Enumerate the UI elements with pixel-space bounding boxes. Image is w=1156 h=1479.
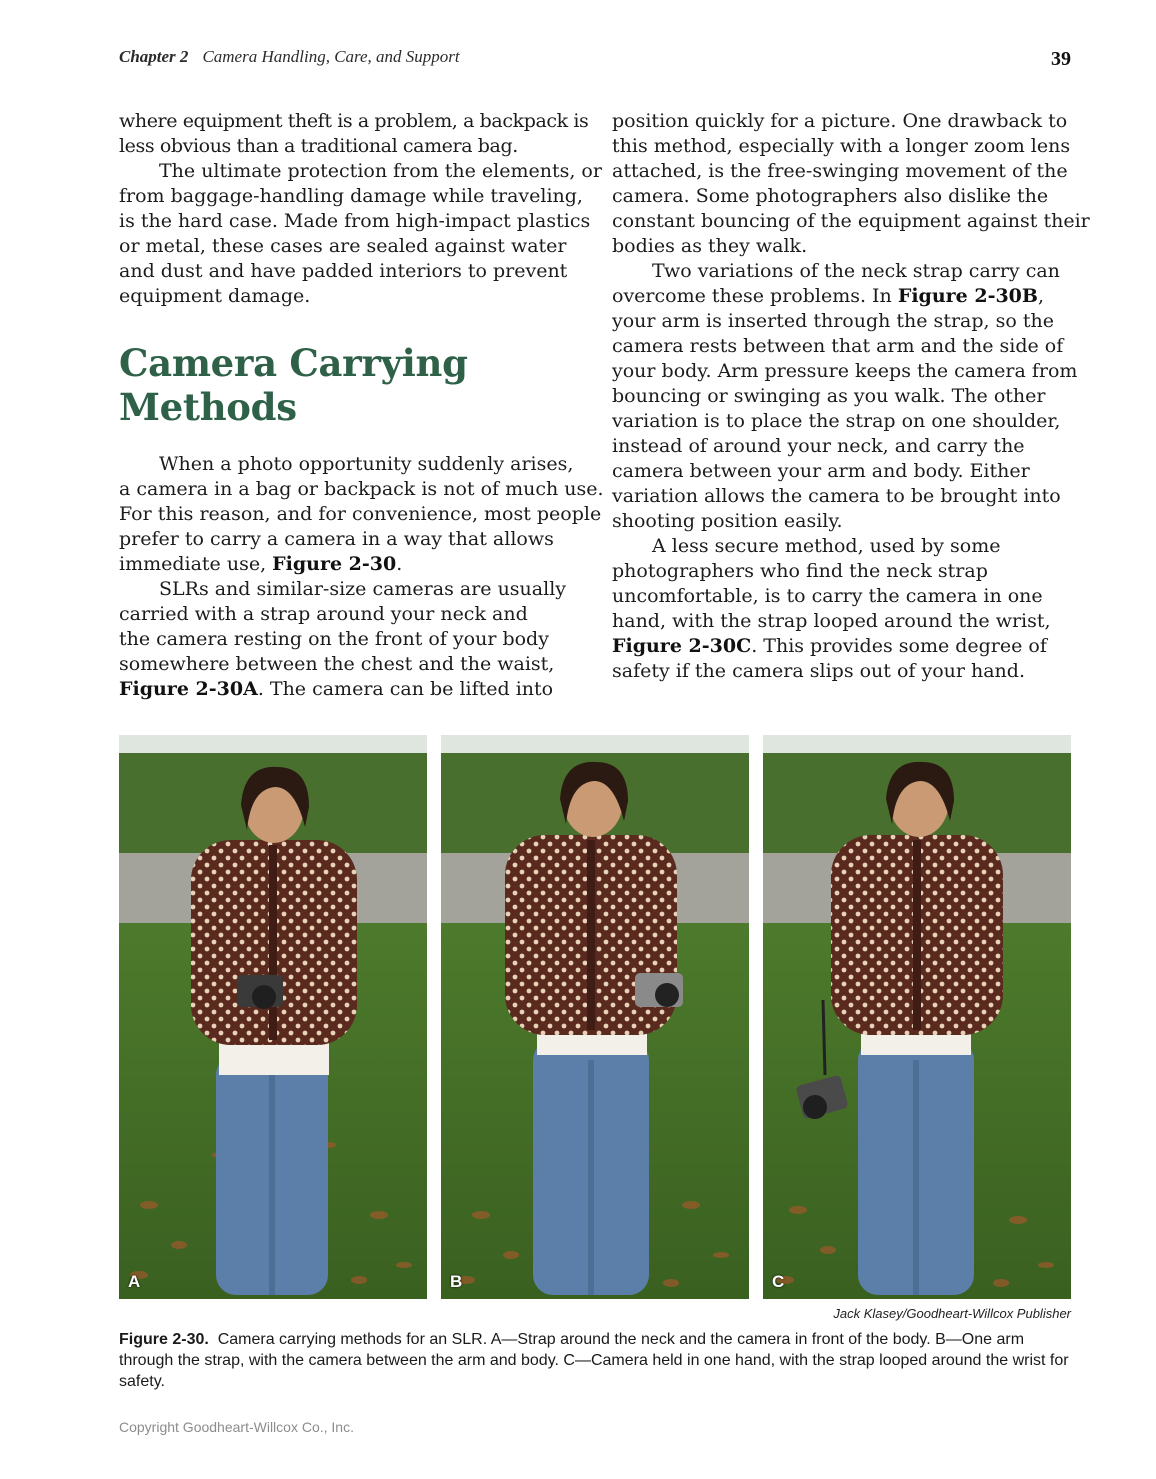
text-fragment: overcome these problems. In xyxy=(612,285,898,307)
text-line: safety if the camera slips out of your hand. xyxy=(612,660,1025,682)
text-fragment: . This provides some degree of xyxy=(751,635,1047,657)
figure-caption xyxy=(119,1329,1074,1392)
text-line: from baggage-handling damage while traveling, xyxy=(119,185,583,207)
photo-c xyxy=(763,735,1071,1299)
text-line: uncomfortable, is to carry the camera in one xyxy=(612,585,1043,607)
text-line: bodies as they walk. xyxy=(612,235,808,257)
text-line: camera rests between that arm and the side of xyxy=(612,335,1064,357)
panel-label: A xyxy=(128,1272,141,1291)
figure-2-30 xyxy=(119,735,1071,1299)
paragraph xyxy=(612,259,1078,534)
figure-reference: Figure 2-30B xyxy=(897,285,1038,307)
right-column xyxy=(612,109,1090,684)
text-line xyxy=(612,634,1074,659)
text-line: and dust and have padded interiors to prevent xyxy=(119,260,568,282)
text-line: position quickly for a picture. One drawback to xyxy=(612,110,1068,132)
text-line: the camera resting on the front of your body xyxy=(119,628,549,650)
text-line: is the hard case. Made from high-impact plastics xyxy=(119,210,591,232)
text-line: variation allows the camera to be brought into xyxy=(612,485,1061,507)
text-fragment: . xyxy=(396,553,403,575)
copyright-footer: Copyright Goodheart-Willcox Co., Inc. xyxy=(119,1419,354,1435)
text-line: When a photo opportunity suddenly arises, xyxy=(159,453,574,475)
text-line: carried with a strap around your neck and xyxy=(119,603,528,625)
photo-a xyxy=(119,735,427,1299)
text-line: photographers who find the neck strap xyxy=(612,560,988,582)
text-line xyxy=(119,552,581,577)
chapter-title: Camera Handling, Care, and Support xyxy=(202,47,460,66)
paragraph xyxy=(119,577,581,702)
text-fragment: , xyxy=(1037,285,1044,307)
panel-label: B xyxy=(450,1272,463,1291)
text-line: variation is to place the strap on one shoulder, xyxy=(612,410,1061,432)
text-line xyxy=(612,284,1074,309)
figure-reference: Figure 2-30 xyxy=(272,553,397,575)
text-fragment: . The camera can be lifted into xyxy=(257,678,554,700)
paragraph xyxy=(119,452,604,577)
paragraph xyxy=(119,109,589,159)
chapter-label: Chapter 2 xyxy=(119,47,189,66)
section-heading xyxy=(119,341,581,429)
photo-panel-b xyxy=(441,735,749,1299)
photo-credit: Jack Klasey/Goodheart-Willcox Publisher xyxy=(833,1306,1071,1321)
text-line: A less secure method, used by some xyxy=(652,535,1001,557)
text-line: camera between your arm and body. Either xyxy=(612,460,1030,482)
text-line: The ultimate protection from the elements, or xyxy=(159,160,602,182)
heading-line: Camera Carrying xyxy=(119,341,468,385)
text-line: equipment damage. xyxy=(119,285,311,307)
text-line xyxy=(119,677,581,702)
text-line: somewhere between the chest and the waist, xyxy=(119,653,555,675)
photo-b xyxy=(441,735,749,1299)
running-head xyxy=(119,47,1071,75)
paragraph xyxy=(612,109,1090,259)
text-line: attached, is the free-swinging movement of the xyxy=(612,160,1068,182)
text-line: Two variations of the neck strap carry can xyxy=(652,260,1060,282)
panel-label: C xyxy=(772,1272,785,1291)
text-line: or metal, these cases are sealed against water xyxy=(119,235,567,257)
text-line: bouncing or swinging as you walk. The other xyxy=(612,385,1046,407)
text-line: constant bouncing of the equipment against their xyxy=(612,210,1090,232)
text-line: For this reason, and for convenience, most people xyxy=(119,503,602,525)
figure-reference: Figure 2-30C xyxy=(612,635,752,657)
text-line: a camera in a bag or backpack is not of much use. xyxy=(119,478,604,500)
left-column xyxy=(119,109,604,702)
text-line: instead of around your neck, and carry the xyxy=(612,435,1025,457)
text-line: where equipment theft is a problem, a backpack is xyxy=(119,110,589,132)
text-line: less obvious than a traditional camera bag. xyxy=(119,135,518,157)
text-line: hand, with the strap looped around the wrist, xyxy=(612,610,1051,632)
text-fragment: immediate use, xyxy=(119,553,273,575)
text-line: your body. Arm pressure keeps the camera from xyxy=(612,360,1078,382)
photo-panel-a xyxy=(119,735,427,1299)
text-line: SLRs and similar-size cameras are usually xyxy=(159,578,567,600)
text-line: your arm is inserted through the strap, so the xyxy=(612,310,1054,332)
text-line: prefer to carry a camera in a way that allows xyxy=(119,528,554,550)
page-number: 39 xyxy=(1051,48,1071,70)
text-line: this method, especially with a longer zoom lens xyxy=(612,135,1071,157)
heading-line: Methods xyxy=(119,385,297,429)
text-line: camera. Some photographers also dislike the xyxy=(612,185,1049,207)
caption-label: Figure 2-30. xyxy=(119,1331,209,1348)
figure-reference: Figure 2-30A xyxy=(119,678,258,700)
photo-panel-c xyxy=(763,735,1071,1299)
caption-text: Camera carrying methods for an SLR. A—Strap around the neck and the camera in front of the body. B—One arm through the strap, with the camera between the arm and body. C—Camera held in one hand, with the strap looped around the wrist for safety. xyxy=(119,1331,1069,1390)
paragraph xyxy=(119,159,602,309)
text-line: shooting position easily. xyxy=(612,510,843,532)
paragraph xyxy=(612,534,1074,684)
